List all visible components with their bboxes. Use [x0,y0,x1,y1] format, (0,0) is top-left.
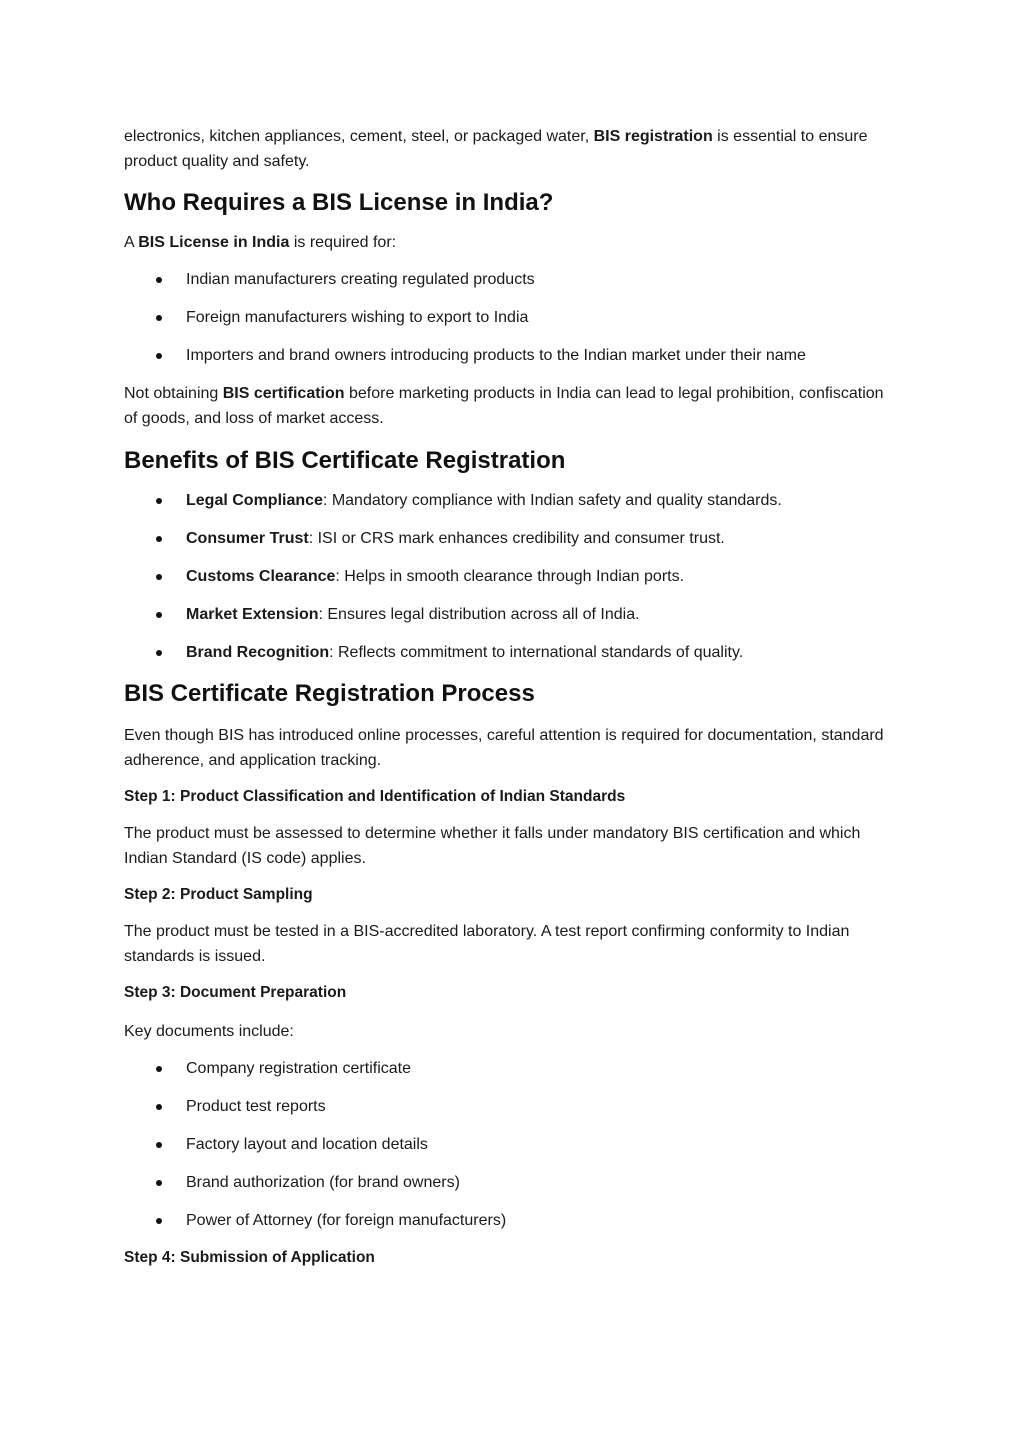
intro-paragraph [124,124,894,174]
list-item: Foreign manufacturers wishing to export to India [124,307,894,329]
list-item [124,642,894,664]
section1-lead-bold: BIS License in India [138,234,290,251]
section1-note-pre: Not obtaining [124,385,223,402]
list-item: Indian manufacturers creating regulated products [124,269,894,291]
step1-title: Step 1: Product Classification and Identification of Indian Standards [124,788,626,805]
step2-text: The product must be tested in a BIS-accredited laboratory. A test report confirming conformity to Indian standards is issued. [124,923,850,965]
benefit-term: Brand Recognition [186,644,330,661]
step3-title: Step 3: Document Preparation [124,984,347,1001]
list-item: Company registration certificate [124,1058,894,1080]
requirements-list [124,269,894,367]
list-item: Brand authorization (for brand owners) [124,1172,894,1194]
list-item [124,604,894,626]
benefit-desc: : Mandatory compliance with Indian safety and quality standards. [322,492,782,509]
process-intro: Even though BIS has introduced online processes, careful attention is required for documentation, standard adherence, and application tracking. [124,727,884,769]
benefit-term: Market Extension [186,606,319,623]
intro-text-1: electronics, kitchen appliances, cement, steel, or packaged water, [124,128,594,145]
step4-title: Step 4: Submission of Application [124,1249,375,1266]
step2-title: Step 2: Product Sampling [124,886,313,903]
list-item [124,528,894,550]
benefit-desc: : Reflects commitment to international standards of quality. [329,644,744,661]
intro-bold: BIS registration [593,128,713,145]
list-item: Factory layout and location details [124,1134,894,1156]
list-item: Power of Attorney (for foreign manufacturers) [124,1210,894,1232]
benefit-desc: : Helps in smooth clearance through Indian ports. [335,568,685,585]
benefit-term: Consumer Trust [186,530,309,547]
list-item [124,490,894,512]
benefits-list [124,490,894,664]
intro-text-2: is essential to ensure product quality and safety. [124,128,868,170]
section1-lead [124,230,894,255]
list-item: Product test reports [124,1096,894,1118]
section-heading-who-requires: Who Requires a BIS License in India? [124,189,554,216]
list-item [124,566,894,588]
benefit-term: Customs Clearance [186,568,336,585]
step1-text: The product must be assessed to determine whether it falls under mandatory BIS certification and which Indian Standard (IS code) applies. [124,825,861,867]
section1-note-post: before marketing products in India can lead to legal prohibition, confiscation of goods, and loss of market access. [124,385,884,427]
benefit-desc: : ISI or CRS mark enhances credibility and consumer trust. [308,530,725,547]
document-page [124,124,894,1269]
section1-note [124,381,894,431]
section-heading-process: BIS Certificate Registration Process [124,680,535,707]
section1-lead-post: is required for: [289,234,397,251]
section-heading-benefits: Benefits of BIS Certificate Registration [124,447,566,474]
benefit-term: Legal Compliance [186,492,323,509]
section1-note-bold: BIS certification [222,385,345,402]
benefit-desc: : Ensures legal distribution across all of India. [318,606,640,623]
step3-lead: Key documents include: [124,1023,294,1040]
documents-list [124,1058,894,1232]
list-item: Importers and brand owners introducing products to the Indian market under their name [124,345,894,367]
section1-lead-pre: A [124,234,139,251]
